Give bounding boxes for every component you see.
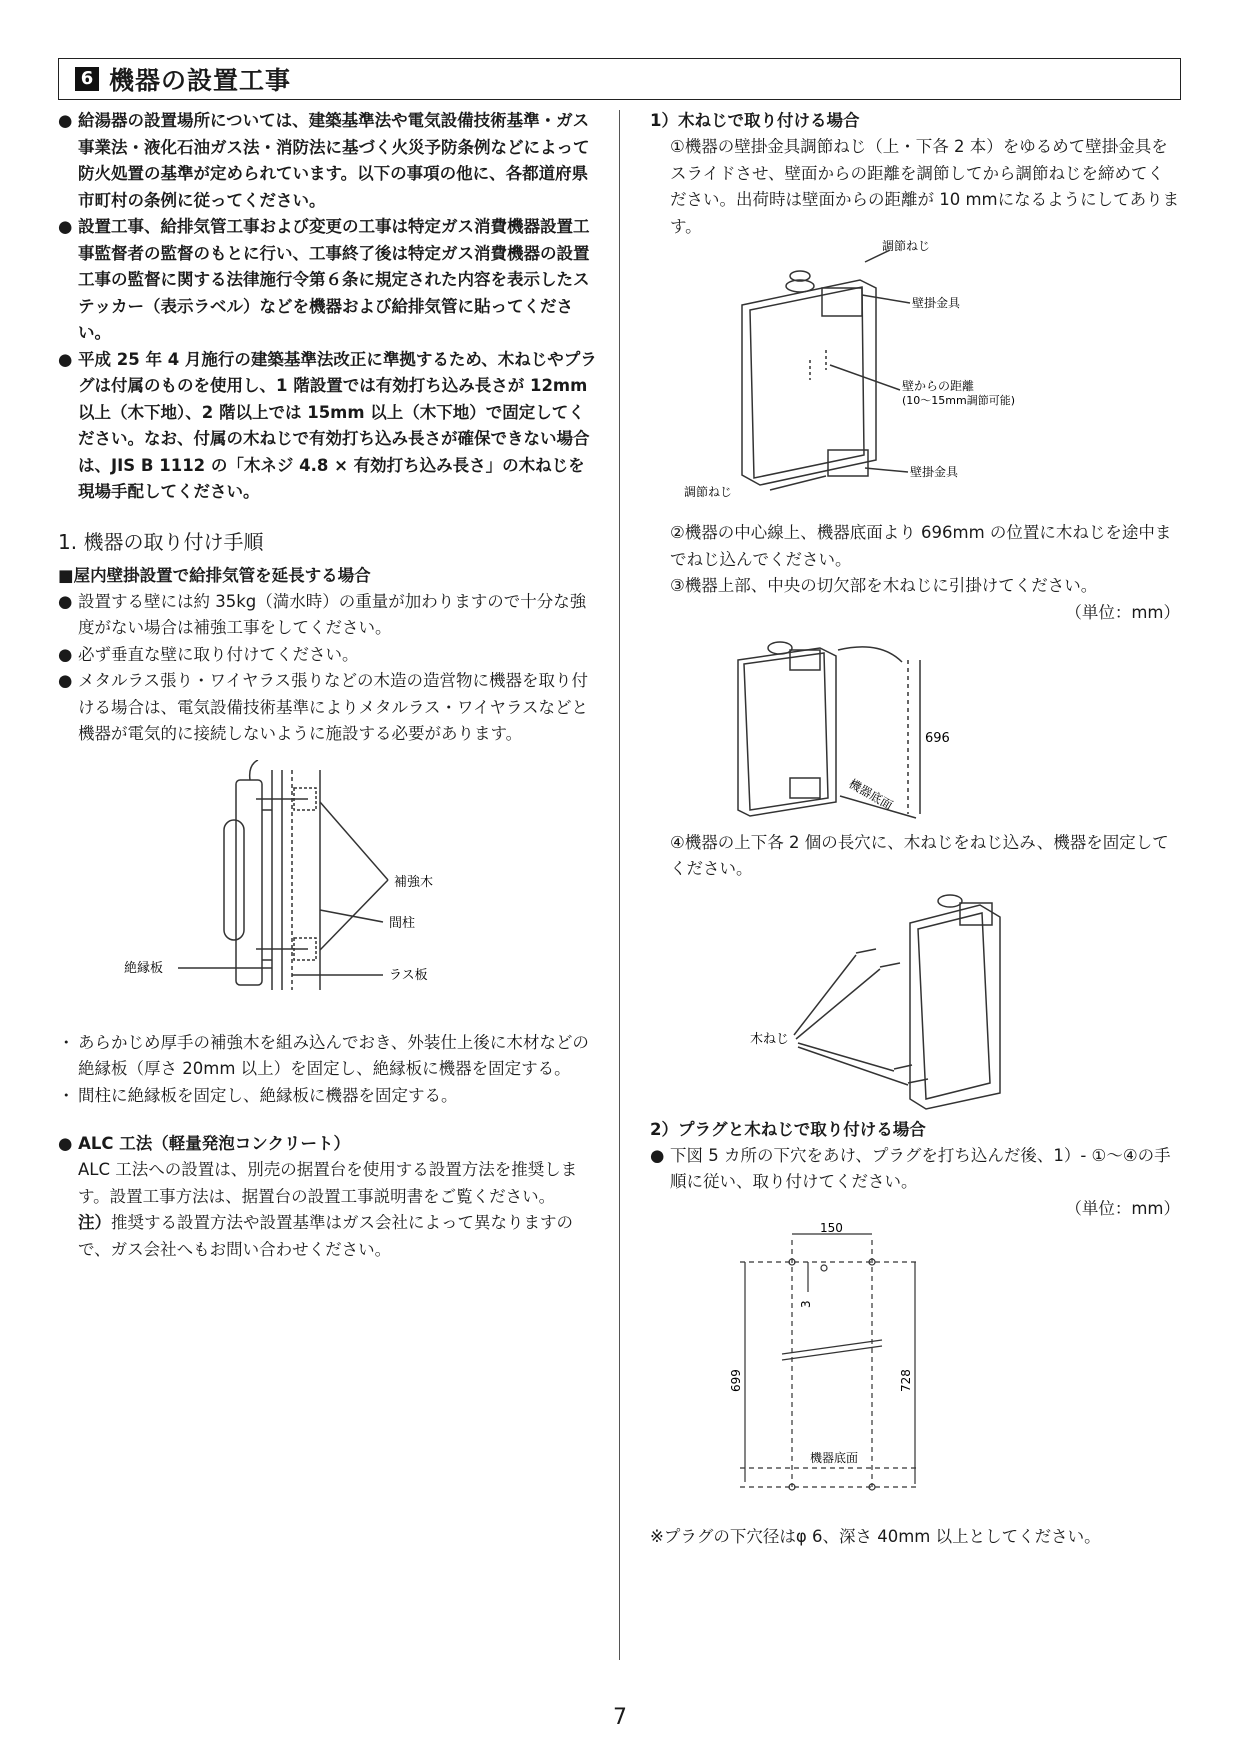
alc-text: ALC 工法への設置は、別売の据置台を使用する設置方法を推奨します。設置工事方法は、据置台の設置工事説明書をご覧ください。 [78, 1160, 578, 1206]
hanging-diagram [650, 626, 1180, 826]
label-insulator: 絶縁板 [124, 960, 164, 976]
label-3: 3 [799, 1299, 813, 1308]
page-number: 7 [613, 1705, 627, 1730]
label-699: 699 [729, 1368, 743, 1392]
section-title: 機器の設置工事 [109, 66, 292, 95]
wall-mount-diagram [58, 760, 598, 1020]
bullet-item: ● 設置する壁には約 35kg（満水時）の重量が加わりますので十分な強度がない場合は補強工事をしてください。 [58, 591, 587, 637]
note-item: ・ あらかじめ厚手の補強木を組み込んでおき、外装仕上後に木材などの絶縁板（厚さ 20mm 以上）を固定し、絶縁板に機器を固定する。 [58, 1032, 589, 1078]
label-distance-range: (10〜15mm調節可能) [902, 394, 1016, 407]
step1: ①機器の壁掛金具調節ねじ（上・下各 2 本）をゆるめて壁掛金具をスライドさせ、壁面からの距離を調節してから調節ねじを締めてください。出荷時は壁面からの距離が 10 mmになるようにしてあります。 [670, 137, 1180, 236]
note-label: 注） [78, 1213, 111, 1232]
unit-label: （単位：mm） [1065, 1198, 1180, 1218]
label-device-bottom-2: 機器底面 [810, 1450, 859, 1465]
label-reinforce: 補強木 [394, 874, 434, 890]
section-header [58, 58, 1181, 100]
bracket-adjust-diagram [650, 240, 1180, 520]
unit-label: （単位：mm） [1065, 602, 1180, 622]
column-divider [619, 110, 620, 1660]
indoor-heading: ■屋内壁掛設置で給排気管を延長する場合 [58, 565, 371, 585]
plug-hole-diagram [650, 1222, 1180, 1522]
bullet-item: ● 必ず垂直な壁に取り付けてください。 [58, 644, 359, 664]
footnote: ※プラグの下穴径はφ 6、深さ 40mm 以上としてください。 [650, 1526, 1101, 1546]
label-lath: ラス板 [389, 967, 428, 983]
step4: ④機器の上下各 2 個の長穴に、木ねじをねじ込み、機器を固定してください。 [670, 832, 1169, 878]
label-bracket-bottom: 壁掛金具 [910, 465, 959, 479]
label-adjust-top: 調節ねじ [882, 240, 931, 253]
note-text: 推奨する設置方法や設置基準はガス会社によって異なりますので、ガス会社へもお問い合わせください。 [78, 1213, 573, 1259]
bullet-item: ● 給湯器の設置場所については、建築基準法や電気設備技術基準・ガス事業法・液化石油ガス法・消防法に基づく火災予防条例などによって防火処置の基準が定められています。以下の事項の他に、各都道府県市町村の条例に従ってください。 [58, 111, 590, 210]
label-wood-screw: 木ねじ [750, 1031, 790, 1047]
step3: ③機器上部、中央の切欠部を木ねじに引掛けてください。 [670, 576, 1098, 595]
section-number: 6 [75, 67, 99, 91]
label-stud: 間柱 [389, 915, 416, 931]
note-item: ・ 間柱に絶縁板を固定し、絶縁板に機器を固定する。 [58, 1085, 458, 1105]
section1-title: 1. 機器の取り付け手順 [58, 529, 264, 554]
sub1-title: 1）木ねじで取り付ける場合 [650, 111, 860, 130]
label-distance: 壁からの距離 [902, 379, 975, 393]
bullet-item: ● 下図 5 カ所の下穴をあけ、プラグを打ち込んだ後、1）- ①〜④の手順に従い、取り付けてください。 [650, 1145, 1171, 1191]
sub2-title: 2）プラグと木ねじで取り付ける場合 [650, 1119, 926, 1139]
label-728: 728 [899, 1368, 913, 1392]
right-column [650, 108, 1180, 1550]
alc-note [58, 1210, 598, 1263]
label-bracket-top: 壁掛金具 [912, 296, 961, 310]
bullet-item: ● 設置工事、給排気管工事および変更の工事は特定ガス消費機器設置工事監督者の監督のもとに行い、工事終了後は特定ガス消費機器の設置工事の監督に関する法律施行令第６条に規定された内容を表示したステッカー（表示ラベル）などを機器および給排気管に貼ってください。 [58, 217, 590, 342]
label-150: 150 [820, 1221, 843, 1235]
bullet-item: ● メタルラス張り・ワイヤラス張りなどの木造の造営物に機器を取り付ける場合は、電気設備技術基準によりメタルラス・ワイヤラスなどと機器が電気的に接続しないように施設する必要があります。 [58, 671, 589, 743]
bullet-item: ● 平成 25 年 4 月施行の建築基準法改正に準拠するため、木ねじやプラグは付属のものを使用し、1 階設置では有効打ち込み長さが 12mm 以上（木下地）、2 階以上では 15mm 以上（木下地）で固定してください。なお、付属の木ねじで有効打ち込み長さが確保できない場合は、JIS B 1112 の「木ネジ 4.8 × 有効打ち込み長さ」の木ねじを現場手配してください。 [58, 349, 597, 501]
left-column [58, 108, 598, 1263]
step2: ②機器の中心線上、機器底面より 696mm の位置に木ねじを途中までねじ込んでください。 [670, 523, 1172, 569]
label-device-bottom: 機器底面 [846, 775, 896, 813]
screw-fix-diagram [650, 883, 1180, 1113]
alc-heading: ● ALC 工法（軽量発泡コンクリート） [58, 1134, 350, 1153]
label-696: 696 [925, 730, 950, 746]
label-adjust-bottom: 調節ねじ [684, 485, 733, 499]
